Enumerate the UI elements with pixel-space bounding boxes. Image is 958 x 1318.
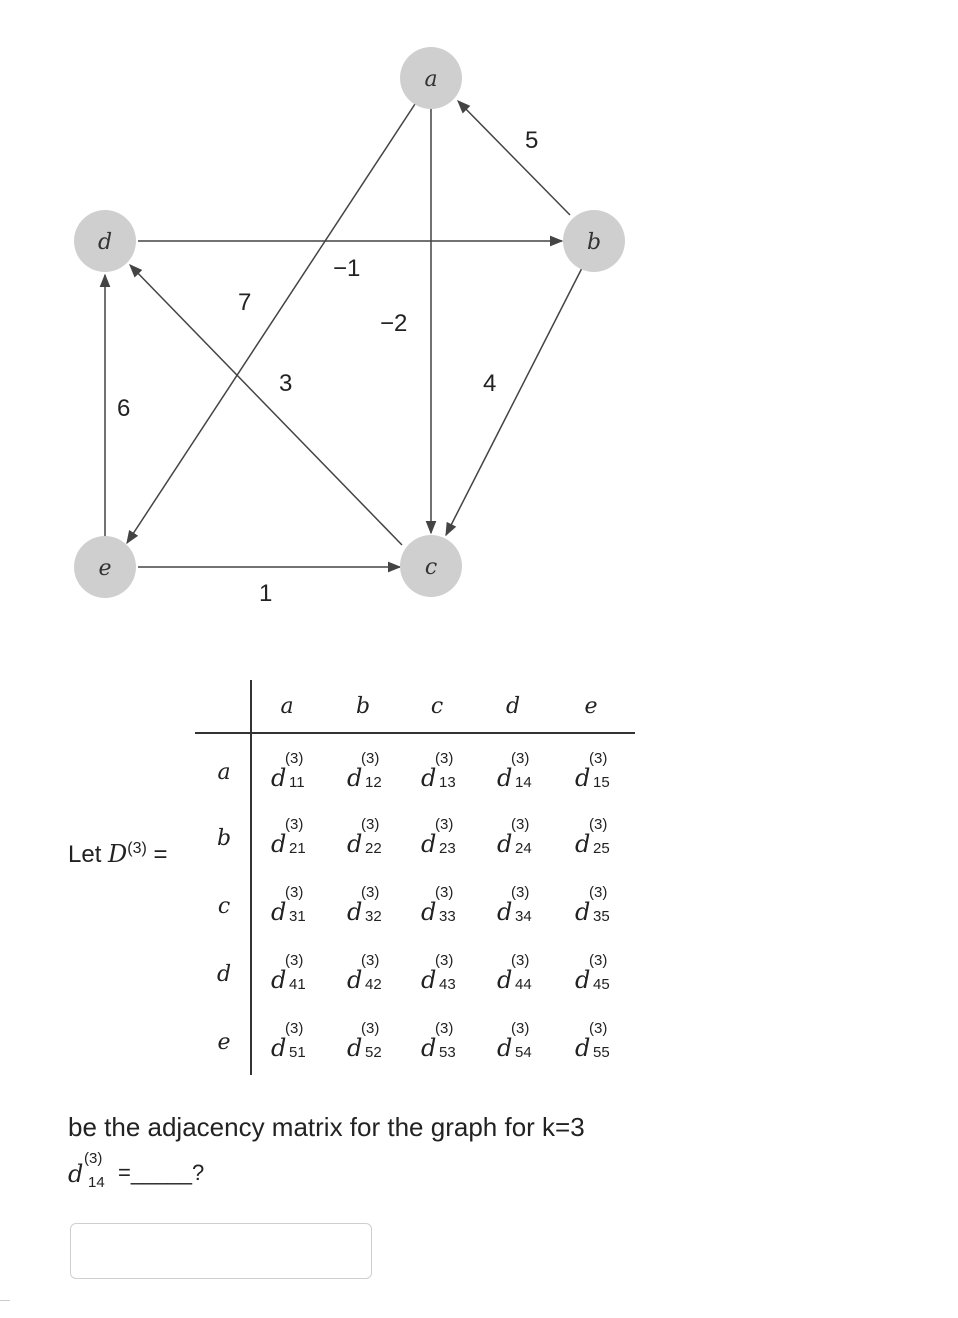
cell-subscript: 21 [289,840,306,857]
cell-letter: d [271,898,287,926]
weight-d-to-b: −1 [333,255,361,282]
cell-subscript: 33 [439,908,456,925]
cell-letter: d [347,764,363,792]
node-d [74,210,136,272]
svg-text:a: a [424,67,438,92]
equals-sign: = [146,841,168,868]
cell-subscript: 53 [439,1044,456,1061]
page-edge-mark [0,1300,10,1301]
cell-subscript: 32 [365,908,382,925]
cell-superscript: (3) [435,884,454,901]
cell-superscript: (3) [435,1020,454,1037]
matrix-cell [343,952,413,1002]
matrix-cell [267,750,337,800]
cell-subscript: 35 [593,908,610,925]
question-superscript: (3) [84,1150,103,1167]
weight-c-to-d: 7 [238,289,252,316]
cell-letter: d [347,830,363,858]
cell-letter: d [271,830,287,858]
matrix-cell [417,750,487,800]
cell-subscript: 43 [439,976,456,993]
cell-subscript: 42 [365,976,382,993]
cell-superscript: (3) [511,1020,530,1037]
cell-subscript: 12 [365,774,382,791]
answer-input[interactable] [70,1223,372,1279]
cell-superscript: (3) [589,884,608,901]
cell-superscript: (3) [511,884,530,901]
cell-subscript: 15 [593,774,610,791]
matrix-cell [493,1020,563,1070]
let-matrix-label [68,840,168,869]
matrix-cell [493,816,563,866]
matrix-cell [343,884,413,934]
edge-c-to-d [130,265,402,545]
row-header-0: a [217,760,231,785]
cell-subscript: 51 [289,1044,306,1061]
question-prompt [68,1150,368,1200]
cell-superscript: (3) [361,750,380,767]
matrix-cell [571,1020,641,1070]
cell-subscript: 52 [365,1044,382,1061]
cell-subscript: 55 [593,1044,610,1061]
node-e [74,536,136,598]
cell-subscript: 45 [593,976,610,993]
cell-letter: d [575,1034,591,1062]
weight-e-to-c: 1 [259,580,273,607]
cell-subscript: 13 [439,774,456,791]
cell-letter: d [271,1034,287,1062]
cell-subscript: 23 [439,840,456,857]
cell-superscript: (3) [435,952,454,969]
svg-text:c: c [424,555,438,580]
edge-b-to-c [446,268,582,535]
cell-superscript: (3) [285,816,304,833]
weighted-directed-graph [0,0,958,620]
let-text: Let [68,841,109,868]
row-header-2: c [217,894,231,919]
matrix-cell [267,1020,337,1070]
cell-letter: d [271,966,287,994]
matrix-cell [571,952,641,1002]
cell-superscript: (3) [589,952,608,969]
cell-superscript: (3) [435,750,454,767]
svg-text:b: b [586,230,602,255]
matrix-cell [493,952,563,1002]
edge-b-to-a [458,101,570,215]
cell-superscript: (3) [589,750,608,767]
weight-a-to-c: −2 [380,310,408,337]
cell-letter: d [497,898,513,926]
col-header-1: b [355,694,371,719]
cell-subscript: 31 [289,908,306,925]
matrix-vertical-divider [250,680,252,1075]
cell-superscript: (3) [511,952,530,969]
question-subscript: 14 [88,1174,105,1191]
cell-superscript: (3) [361,884,380,901]
cell-letter: d [421,830,437,858]
cell-subscript: 14 [515,774,532,791]
matrix-cell [571,816,641,866]
svg-text:e: e [98,556,112,581]
cell-superscript: (3) [589,816,608,833]
matrix-cell [343,1020,413,1070]
matrix-cell [493,884,563,934]
matrix-cell [417,1020,487,1070]
cell-letter: d [347,1034,363,1062]
statement-text: be the adjacency matrix for the graph for k=3 [68,1112,585,1142]
weight-b-to-c: 4 [483,370,497,397]
matrix-cell [417,884,487,934]
row-header-1: b [216,826,232,851]
cell-subscript: 11 [289,774,305,791]
matrix-cell [267,952,337,1002]
weight-a-to-e: 3 [279,370,293,397]
cell-superscript: (3) [285,750,304,767]
cell-letter: d [575,764,591,792]
cell-superscript: (3) [285,884,304,901]
matrix-cell [343,750,413,800]
question-letter: d [68,1160,84,1188]
weight-e-to-d: 6 [117,395,131,422]
cell-subscript: 44 [515,976,532,993]
matrix-horizontal-divider [195,732,635,734]
matrix-cell [343,816,413,866]
cell-superscript: (3) [361,816,380,833]
edge-a-to-e [127,104,415,543]
node-b [563,210,625,272]
node-a [400,47,462,109]
cell-superscript: (3) [285,952,304,969]
cell-superscript: (3) [361,1020,380,1037]
matrix-cell [417,952,487,1002]
cell-superscript: (3) [361,952,380,969]
node-c [400,535,462,597]
cell-letter: d [421,764,437,792]
col-header-3: d [505,694,521,719]
col-header-2: c [430,694,444,719]
cell-subscript: 25 [593,840,610,857]
cell-superscript: (3) [589,1020,608,1037]
cell-letter: d [497,830,513,858]
weight-b-to-a: 5 [525,127,539,154]
cell-letter: d [421,1034,437,1062]
cell-subscript: 54 [515,1044,532,1061]
cell-letter: d [575,898,591,926]
cell-letter: d [497,764,513,792]
cell-letter: d [497,966,513,994]
matrix-superscript: (3) [127,840,147,857]
cell-superscript: (3) [511,816,530,833]
cell-letter: d [497,1034,513,1062]
cell-subscript: 41 [289,976,306,993]
row-header-3: d [216,962,232,987]
matrix-symbol: D [108,840,128,868]
matrix-cell [267,816,337,866]
matrix-cell [493,750,563,800]
row-header-4: e [217,1030,231,1055]
matrix-cell [571,884,641,934]
svg-text:d: d [97,230,113,255]
cell-letter: d [575,966,591,994]
cell-superscript: (3) [285,1020,304,1037]
col-header-0: a [280,694,294,719]
cell-letter: d [575,830,591,858]
cell-subscript: 24 [515,840,532,857]
distance-matrix-table [195,680,635,1075]
cell-letter: d [421,966,437,994]
matrix-cell [267,884,337,934]
cell-subscript: 22 [365,840,382,857]
cell-letter: d [421,898,437,926]
cell-subscript: 34 [515,908,532,925]
matrix-cell [571,750,641,800]
matrix-cell [417,816,487,866]
cell-letter: d [347,966,363,994]
cell-letter: d [347,898,363,926]
cell-superscript: (3) [511,750,530,767]
col-header-4: e [584,694,598,719]
cell-superscript: (3) [435,816,454,833]
question-blank: =_____? [118,1160,205,1185]
cell-letter: d [271,764,287,792]
